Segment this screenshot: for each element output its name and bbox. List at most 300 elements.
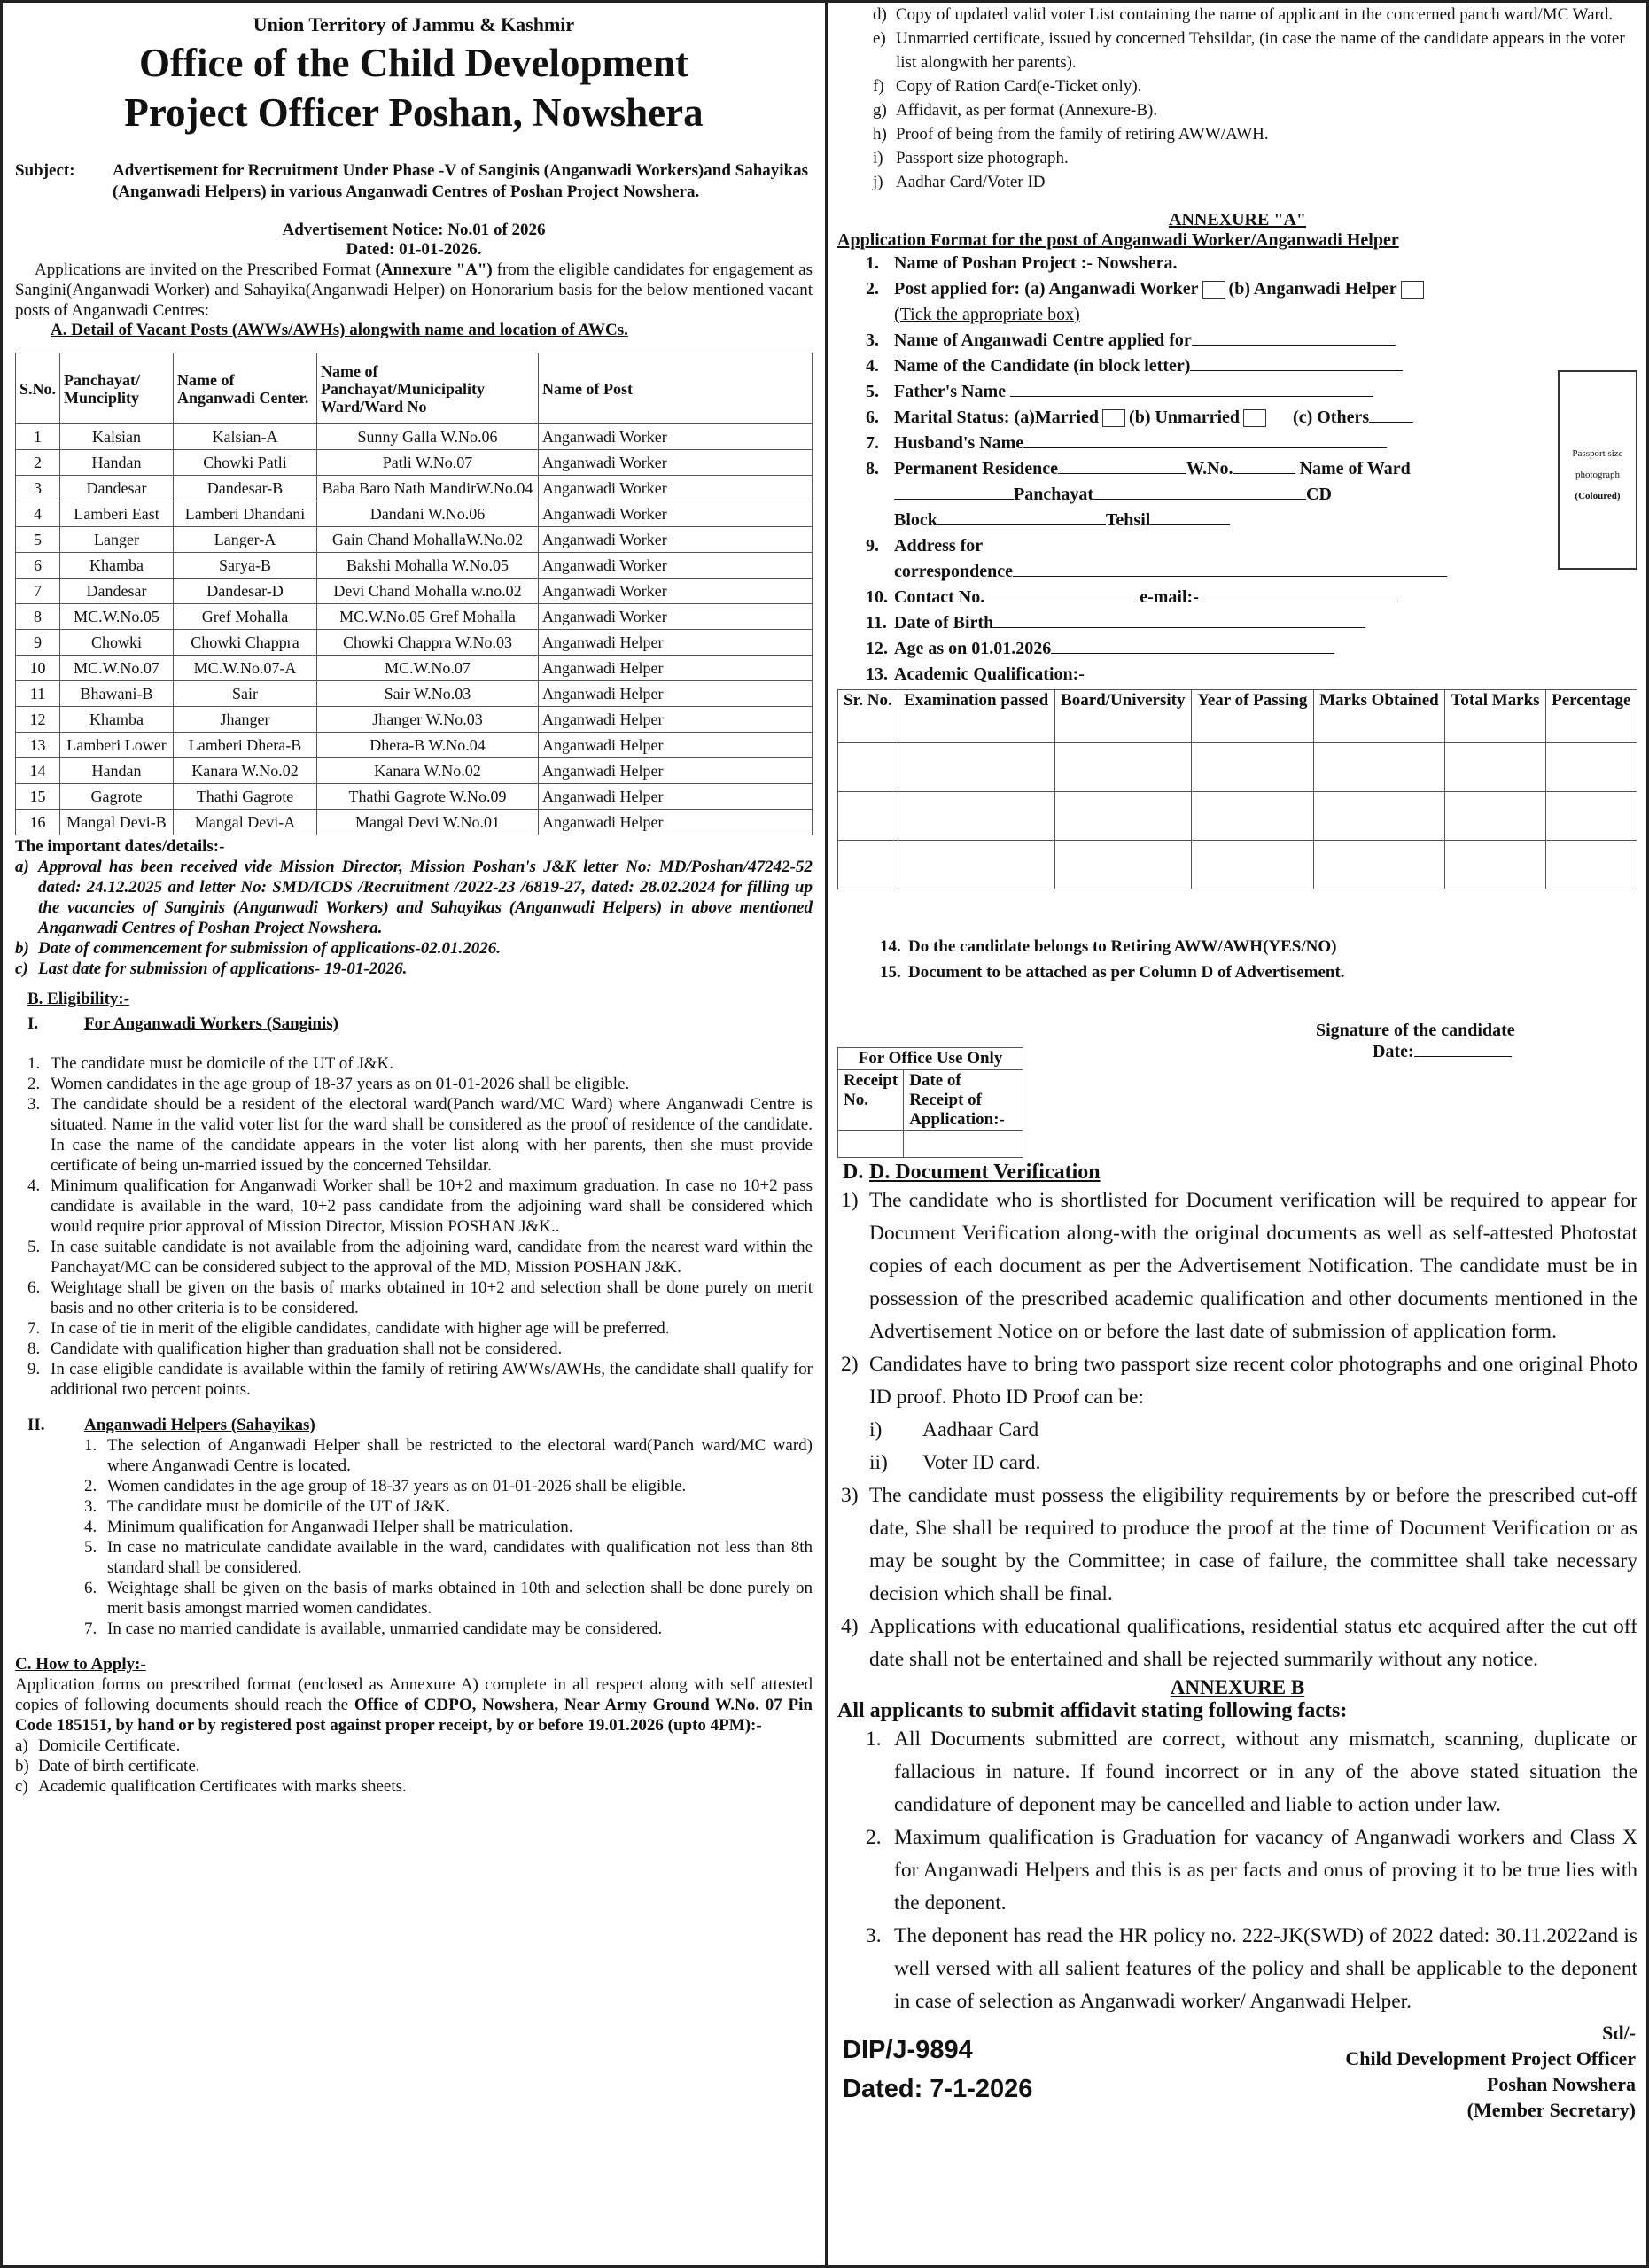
list-text: Weightage shall be given on the basis of marks obtained in 10th and selection shall be done purely on merit basis amongst married women candidates.	[107, 1579, 813, 1618]
verification-item	[841, 1184, 1637, 1348]
table-row	[16, 450, 813, 476]
intro-text: Applications are invited on the Prescribed Format	[35, 260, 376, 279]
vacancy-header: Name of Panchayat/Municipality Ward/Ward No	[317, 353, 539, 424]
table-cell: Patli W.No.07	[317, 450, 539, 476]
list-number: 6.	[27, 1278, 41, 1297]
list-number: j)	[873, 173, 883, 191]
important-date-item	[15, 959, 813, 979]
form-field-8-block	[866, 508, 1637, 533]
field-label: Father's Name	[894, 382, 1007, 401]
table-cell: 3	[16, 476, 60, 501]
affidavit-item	[866, 1723, 1637, 1821]
table-cell[interactable]	[1314, 841, 1445, 889]
block-blank[interactable]	[937, 509, 1106, 525]
table-row	[16, 733, 813, 758]
eligibility-item	[27, 1278, 813, 1318]
table-cell[interactable]	[1055, 841, 1192, 889]
list-number: 2)	[841, 1353, 859, 1376]
table-cell: Anganwadi Worker	[539, 553, 813, 579]
table-cell: Khamba	[60, 707, 174, 733]
annexure-b-list	[837, 1723, 1637, 2018]
table-cell: Sunny Galla W.No.06	[317, 424, 539, 450]
table-cell: Kalsian	[60, 424, 174, 450]
form-field-7: 7. Husband's Name	[866, 431, 1637, 456]
table-cell: 2	[16, 450, 60, 476]
table-cell: MC.W.No.07	[60, 656, 174, 681]
list-number: 7.	[84, 1619, 97, 1638]
signature-date-label: Date:	[1373, 1042, 1414, 1061]
table-cell[interactable]	[1314, 792, 1445, 841]
table-row	[16, 604, 813, 630]
table-cell: Mangal Devi W.No.01	[317, 810, 539, 835]
form-field-14: 14. Do the candidate belongs to Retiring AWW/AWH(YES/NO)	[880, 937, 1337, 956]
list-text: The candidate should be a resident of the electoral ward(Panch ward/MC Ward) where Anganwadi Centre is situated. Name in the valid voter list for the ward shall be considered as the proof of residence of the candidate. In case the name of the candidate appears in the voter list along with her parents, then she must provide certificate of being un-married issued by the concerned Tehsildar.	[51, 1095, 813, 1175]
list-text: The candidate must be domicile of the UT of J&K.	[51, 1054, 393, 1073]
officer-office: Poshan Nowshera	[1486, 2073, 1636, 2095]
form-field-2: 2. Post applied for: (a) Anganwadi Worker (b) Anganwadi Helper	[866, 276, 1637, 302]
list-number: g)	[873, 101, 887, 120]
ward-no-blank[interactable]	[1233, 458, 1295, 474]
qualification-header: Marks Obtained	[1314, 690, 1445, 743]
list-text: Last date for submission of applications- 19-01-2026.	[38, 959, 408, 978]
list-number: 3.	[27, 1095, 41, 1114]
eligibility-item	[84, 1517, 813, 1537]
tick-note: (Tick the appropriate box)	[894, 305, 1080, 324]
list-text: The selection of Anganwadi Helper shall be restricted to the electoral ward(Panch ward/MC ward) where Anganwadi Centre is located.	[107, 1436, 813, 1475]
workers-heading-number: I.	[27, 1014, 39, 1033]
form-field-9-cont	[866, 559, 1637, 585]
list-text: In case suitable candidate is not available from the adjoining ward, candidate from the nearest ward within the Panchayat/MC can be considered subject to the approval of the MD, Mission POSHAN J&K.	[51, 1238, 813, 1277]
others-blank[interactable]	[1369, 407, 1413, 423]
table-cell: 14	[16, 758, 60, 784]
table-cell[interactable]	[1546, 792, 1637, 841]
table-cell[interactable]	[898, 743, 1055, 792]
eligibility-item	[27, 1094, 813, 1176]
table-cell: Lamberi East	[60, 501, 174, 527]
table-row	[16, 476, 813, 501]
field-label: e-mail:-	[1140, 587, 1199, 607]
centre-blank[interactable]	[1192, 330, 1396, 346]
table-row	[16, 707, 813, 733]
id-proof-item	[869, 1447, 1637, 1480]
list-number: f)	[873, 77, 884, 96]
table-cell[interactable]	[838, 743, 898, 792]
list-text: Voter ID card.	[922, 1451, 1041, 1474]
list-text: Minimum qualification for Anganwadi Helper shall be matriculation.	[107, 1518, 573, 1536]
list-number: 2.	[866, 1826, 882, 1849]
table-cell[interactable]	[1546, 743, 1637, 792]
age-blank[interactable]	[1051, 638, 1334, 654]
list-text: Domicile Certificate.	[38, 1736, 181, 1755]
table-cell: Devi Chand Mohalla w.no.02	[317, 579, 539, 604]
table-cell: Chowki Chappra	[174, 630, 317, 656]
table-row	[16, 656, 813, 681]
list-number: 5.	[84, 1538, 97, 1557]
helpers-heading	[15, 1416, 813, 1435]
ut-heading: Union Territory of Jammu & Kashmir	[253, 13, 575, 35]
field-label: Name of the Candidate (in block letter)	[894, 356, 1191, 376]
vacancy-header: S.No.	[16, 353, 60, 424]
table-cell[interactable]	[1192, 743, 1314, 792]
unmarried-checkbox[interactable]	[1243, 409, 1266, 427]
field-label: Marital Status: (a)Married	[894, 408, 1100, 427]
annexure-a-subheading: Application Format for the post of Anganwadi Worker/Anganwadi Helper	[837, 230, 1399, 250]
eligibility-item	[27, 1176, 813, 1237]
dob-blank[interactable]	[993, 612, 1365, 628]
eligibility-item	[84, 1578, 813, 1619]
footer	[837, 2020, 1637, 2126]
table-cell: Langer-A	[174, 527, 317, 553]
intro-text-rest: from the eligible candidates for engagement as Sangini(Anganwadi Worker) and Sahayika(Anganwadi Helper) on Honorarium basis for the below mentioned vacant posts of Anganwadi Centres:	[15, 260, 813, 320]
table-cell: Anganwadi Helper	[539, 733, 813, 758]
field-label: (b) Unmarried	[1129, 408, 1241, 427]
helpers-heading-text: Anganwadi Helpers (Sahayikas)	[84, 1416, 315, 1434]
signature-block	[1316, 1021, 1515, 1062]
table-cell: Anganwadi Worker	[539, 450, 813, 476]
field-label: correspondence	[894, 562, 1014, 581]
table-cell: Jhanger	[174, 707, 317, 733]
table-cell[interactable]	[898, 841, 1055, 889]
verification-body	[869, 1480, 1637, 1611]
married-checkbox[interactable]	[1102, 409, 1125, 427]
annexure-b-heading: ANNEXURE B	[1170, 1676, 1305, 1698]
table-cell: Langer	[60, 527, 174, 553]
table-row	[16, 784, 813, 810]
field-label: Post applied for: (a) Anganwadi Worker	[894, 279, 1199, 299]
table-cell[interactable]	[1445, 743, 1546, 792]
list-text: In case no matriculate candidate available in the ward, candidates with qualification not less than 8th standard shall be considered.	[107, 1538, 813, 1577]
eligibility-item	[84, 1496, 813, 1517]
form-field-4: 4. Name of the Candidate (in block letter)	[866, 353, 1637, 379]
field-label: W.No.	[1186, 459, 1233, 478]
important-date-item	[15, 938, 813, 959]
table-cell: Anganwadi Helper	[539, 656, 813, 681]
eligibility-item	[27, 1053, 813, 1074]
photo-placeholder	[1558, 370, 1637, 570]
intro-paragraph	[15, 260, 813, 321]
list-number: e)	[873, 29, 886, 48]
table-cell: 8	[16, 604, 60, 630]
table-cell: Anganwadi Helper	[539, 681, 813, 707]
list-number: b)	[15, 939, 29, 958]
document-item	[873, 122, 1637, 146]
list-text: Date of commencement for submission of applications-02.01.2026.	[38, 939, 501, 958]
verification-body	[869, 1184, 1637, 1348]
list-text: The candidate must possess the eligibility requirements by or before the prescribed cut-off date, She shall be required to produce the proof at the time of Document Verification or as may be sought by the Committee; in case of failure, the committee shall take necessary decision which shall be final.	[869, 1484, 1637, 1605]
table-cell: Kanara W.No.02	[317, 758, 539, 784]
document-item	[873, 27, 1637, 74]
signature-date-blank[interactable]	[1414, 1041, 1512, 1057]
receipt-no-label: Receipt No.	[838, 1070, 904, 1131]
officer-designation: Child Development Project Officer	[1345, 2047, 1636, 2070]
qualification-header: Percentage	[1546, 690, 1637, 743]
list-text: The deponent has read the HR policy no. 222-JK(SWD) of 2022 dated: 30.11.2022and is well versed with all salient features of the policy and shall be applicable to the deponent in case of selection as Anganwadi worker/ Anganwadi Helper.	[894, 1924, 1637, 2013]
eligibility-item	[84, 1476, 813, 1496]
document-item	[873, 170, 1637, 194]
table-cell: Chowki Chappra W.No.03	[317, 630, 539, 656]
receipt-no-cell[interactable]	[838, 1131, 904, 1158]
doc-verification-heading: D. D. Document Verification	[843, 1161, 1101, 1184]
list-number: 8.	[27, 1340, 41, 1358]
field-label: CD	[1306, 485, 1332, 504]
contact-blank[interactable]	[984, 586, 1135, 602]
table-cell: Lamberi Dhandani	[174, 501, 317, 527]
table-cell: Anganwadi Helper	[539, 758, 813, 784]
table-cell[interactable]	[1546, 841, 1637, 889]
form-field-6: 6. Marital Status: (a)Married (b) Unmarried (c) Others	[866, 405, 1637, 431]
form-fields-14-15	[837, 934, 1637, 985]
list-text: Date of birth certificate.	[38, 1757, 200, 1775]
table-cell: Anganwadi Helper	[539, 784, 813, 810]
document-item	[15, 1736, 813, 1756]
vacancy-table	[15, 353, 813, 835]
list-text: The candidate who is shortlisted for Document verification will be required to appear for Document Verification along-with the original documents as well as self-attested Photostat copies of each document as per the Advertisement Notification. The candidate must be in possession of the prescribed academic qualification and other documents mentioned in the Advertisement Notice on or before the last date of submission of application form.	[869, 1189, 1637, 1343]
documents-list-part1	[15, 1736, 813, 1797]
signature-label: Signature of the candidate	[1316, 1021, 1515, 1040]
field-label: Do the candidate belongs to Retiring AWW/AWH(YES/NO)	[908, 937, 1337, 956]
section-a-heading: A. Detail of Vacant Posts (AWWs/AWHs) alongwith name and location of AWCs.	[51, 321, 628, 339]
form-field-11: 11. Date of Birth	[866, 610, 1637, 636]
table-cell: Dandesar	[60, 476, 174, 501]
table-cell: 9	[16, 630, 60, 656]
important-date-item	[15, 857, 813, 938]
table-cell: MC.W.No.05	[60, 604, 174, 630]
table-cell: Mangal Devi-A	[174, 810, 317, 835]
table-cell[interactable]	[838, 792, 898, 841]
table-cell: Gagrote	[60, 784, 174, 810]
list-text: Weightage shall be given on the basis of marks obtained in 10+2 and selection shall be done purely on merit basis and no other criteria is to be considered.	[51, 1278, 813, 1317]
residence-blank[interactable]	[1058, 458, 1186, 474]
eligibility-item	[84, 1435, 813, 1476]
table-cell: Bhawani-B	[60, 681, 174, 707]
tehsil-blank[interactable]	[1150, 509, 1230, 525]
office-title-line2: Project Officer Poshan, Nowshera	[124, 90, 704, 135]
table-row	[16, 553, 813, 579]
list-number: 6.	[84, 1579, 97, 1597]
receipt-date-cell[interactable]	[904, 1131, 1023, 1158]
table-cell[interactable]	[1445, 841, 1546, 889]
list-number: 4)	[841, 1615, 859, 1638]
sd-mark: Sd/-	[1602, 2022, 1636, 2044]
list-number: 1.	[866, 1728, 882, 1751]
table-cell[interactable]	[1314, 743, 1445, 792]
form-field-13: 13. Academic Qualification:-	[866, 664, 1085, 684]
verification-item	[841, 1348, 1637, 1480]
subject-text: Advertisement for Recruitment Under Phase -V of Sanginis (Anganwadi Workers)and Sahayikas (Anganwadi Helpers) in various Anganwadi Centres of Poshan Project Nowshera.	[113, 161, 809, 201]
photo-label-1: Passport size	[1572, 448, 1623, 459]
document-item	[873, 146, 1637, 170]
list-text: Women candidates in the age group of 18-37 years as on 01-01-2026 shall be eligible.	[107, 1477, 687, 1495]
document-item	[15, 1776, 813, 1797]
table-cell[interactable]	[838, 841, 898, 889]
table-cell: MC.W.No.07-A	[174, 656, 317, 681]
table-cell: 15	[16, 784, 60, 810]
list-number: 5.	[27, 1238, 41, 1256]
qualification-header: Total Marks	[1445, 690, 1546, 743]
table-cell: Gref Mohalla	[174, 604, 317, 630]
table-cell: Mangal Devi-B	[60, 810, 174, 835]
list-text: Unmarried certificate, issued by concerned Tehsildar, (in case the name of the candidate appears in the voter list alongwith her parents).	[896, 29, 1625, 72]
list-text: In case eligible candidate is available within the family of retiring AWWs/AWHs, the candidate shall qualify for additional two percent points.	[51, 1360, 813, 1399]
list-number: 3)	[841, 1484, 859, 1507]
table-row	[16, 501, 813, 527]
table-cell: Dandani W.No.06	[317, 501, 539, 527]
panchayat-blank[interactable]	[1093, 484, 1306, 500]
dip-number: DIP/J-9894	[843, 2036, 973, 2064]
list-text: Copy of updated valid voter List containing the name of applicant in the concerned panch ward/MC Ward.	[896, 5, 1614, 24]
form-field-1: 1. Name of Poshan Project :- Nowshera.	[866, 253, 1178, 273]
list-text: Copy of Ration Card(e-Ticket only).	[896, 77, 1142, 96]
table-cell[interactable]	[1055, 743, 1192, 792]
table-cell: Chowki Patli	[174, 450, 317, 476]
list-text: The candidate must be domicile of the UT of J&K.	[107, 1497, 450, 1516]
academic-qualification-table	[837, 689, 1637, 889]
list-text: Proof of being from the family of retiring AWW/AWH.	[896, 125, 1269, 144]
email-blank[interactable]	[1203, 586, 1398, 602]
father-name-blank[interactable]	[1010, 381, 1373, 397]
table-cell[interactable]	[1192, 792, 1314, 841]
list-number: 3.	[84, 1497, 97, 1516]
form-field-8-cont	[866, 482, 1637, 508]
table-cell: Anganwadi Worker	[539, 424, 813, 450]
form-field-9: 9. Address for	[866, 536, 984, 555]
field-label: Name of Poshan Project :- Nowshera.	[894, 253, 1178, 273]
worker-checkbox[interactable]	[1202, 281, 1225, 299]
eligibility-heading: B. Eligibility:-	[27, 990, 130, 1008]
dip-date: Dated: 7-1-2026	[843, 2075, 1033, 2103]
eligibility-item	[84, 1537, 813, 1578]
eligibility-item	[27, 1339, 813, 1359]
list-text: Approval has been received vide Mission Director, Mission Poshan's J&K letter No: MD/Poshan/47242-52 dated: 24.12.2025 and letter No: SMD/ICDS /Recruitment /2022-23 /6819-27, dated: 28.02.2024 for filling up the vacancies of Sanginis (Anganwadi Workers) and Sahayikas (Anganwadi Helpers) in above mentioned Anganwadi Centres of Poshan Project Nowshera.	[38, 858, 813, 937]
table-cell: Kanara W.No.02	[174, 758, 317, 784]
field-label: Age as on 01.01.2026	[894, 639, 1052, 658]
table-cell: 4	[16, 501, 60, 527]
list-number: 4.	[27, 1177, 41, 1195]
list-text: Passport size photograph.	[896, 149, 1069, 167]
list-number: 7.	[27, 1319, 41, 1338]
table-cell: Kalsian-A	[174, 424, 317, 450]
field-label: (c) Others	[1293, 408, 1370, 427]
address-blank[interactable]	[1013, 561, 1447, 577]
annexure-b-intro: All applicants to submit affidavit stating following facts:	[837, 1699, 1348, 1722]
photo-label-3: (Coloured)	[1575, 491, 1621, 501]
list-number: a)	[15, 1736, 28, 1755]
list-number: 1.	[84, 1436, 97, 1455]
field-label: Permanent Residence	[894, 459, 1058, 478]
workers-eligibility-list	[15, 1053, 813, 1400]
table-cell: Sair	[174, 681, 317, 707]
subject-label: Subject:	[15, 161, 75, 180]
officer-signature	[1345, 2020, 1636, 2123]
form-field-12: 12. Age as on 01.01.2026	[866, 636, 1637, 662]
table-cell: Anganwadi Worker	[539, 501, 813, 527]
office-title-line1: Office of the Child Development	[139, 41, 688, 85]
how-to-apply-text	[15, 1674, 813, 1736]
list-text: Minimum qualification for Anganwadi Worker shall be 10+2 and maximum graduation. In case no 10+2 pass candidate is available in the ward, 10+2 pass candidate from the adjoining ward shall be considered which would require prior approval of Mission Director, Mission POSHAN J&K..	[51, 1177, 813, 1236]
list-text: In case no married candidate is available, unmarried candidate may be considered.	[107, 1619, 663, 1638]
list-text: Applications with educational qualifications, residential status etc acquired after the cut off date shall not be entertained and shall be rejected summarily without any notice.	[869, 1615, 1637, 1671]
table-cell[interactable]	[1192, 841, 1314, 889]
helper-checkbox[interactable]	[1401, 281, 1424, 299]
table-cell: Anganwadi Worker	[539, 476, 813, 501]
list-text: Aadhar Card/Voter ID	[896, 173, 1046, 191]
table-cell: 10	[16, 656, 60, 681]
table-cell: Lamberi Dhera-B	[174, 733, 317, 758]
table-row	[16, 527, 813, 553]
field-label: (b) Anganwadi Helper	[1228, 279, 1397, 299]
form-field-3: 3. Name of Anganwadi Centre applied for	[866, 328, 1637, 353]
list-text: Women candidates in the age group of 18-37 years as on 01-01-2026 shall be eligible.	[51, 1075, 630, 1093]
table-cell: Lamberi Lower	[60, 733, 174, 758]
eligibility-item	[84, 1619, 813, 1639]
table-cell: Anganwadi Worker	[539, 527, 813, 553]
workers-heading	[15, 1014, 813, 1034]
table-cell: MC.W.No.05 Gref Mohalla	[317, 604, 539, 630]
list-number: 4.	[84, 1518, 97, 1536]
table-cell: Anganwadi Helper	[539, 630, 813, 656]
table-row	[16, 579, 813, 604]
office-use-table	[837, 1047, 1023, 1158]
form-field-15: 15. Document to be attached as per Column D of Advertisement.	[880, 963, 1345, 982]
list-number: 9.	[27, 1360, 41, 1379]
field-label: Address for	[894, 536, 984, 555]
husband-name-blank[interactable]	[1023, 432, 1387, 448]
list-text: Candidates have to bring two passport size recent color photographs and one original Photo ID proof. Photo ID Proof can be:	[869, 1353, 1637, 1409]
form-field-10: 10. Contact No. e-mail:-	[866, 585, 1637, 610]
table-cell[interactable]	[1055, 792, 1192, 841]
candidate-name-blank[interactable]	[1190, 355, 1403, 371]
annexure-a-heading: ANNEXURE "A"	[1169, 210, 1306, 229]
field-label: Academic Qualification:-	[894, 664, 1085, 684]
officer-role: (Member Secretary)	[1466, 2099, 1636, 2121]
ward-name-blank[interactable]	[894, 484, 1014, 500]
notice-date: Dated: 01-01-2026.	[346, 240, 482, 259]
document-item	[15, 1756, 813, 1776]
table-cell: 16	[16, 810, 60, 835]
table-cell: Dhera-B W.No.04	[317, 733, 539, 758]
field-label: Document to be attached as per Column D of Advertisement.	[908, 963, 1345, 982]
list-number: ii)	[869, 1451, 888, 1474]
verification-item	[841, 1611, 1637, 1676]
table-cell: 5	[16, 527, 60, 553]
field-label: Date of Birth	[894, 613, 994, 633]
table-cell: Jhanger W.No.03	[317, 707, 539, 733]
table-row	[16, 810, 813, 835]
important-dates-heading: The important dates/details:-	[15, 837, 225, 856]
table-cell: MC.W.No.07	[317, 656, 539, 681]
office-signature-area	[837, 1021, 1637, 1153]
table-cell: Sair W.No.03	[317, 681, 539, 707]
qualification-header: Examination passed	[898, 690, 1055, 743]
list-number: 2.	[27, 1075, 41, 1093]
qualification-header: Sr. No.	[838, 690, 898, 743]
field-label: Name of Anganwadi Centre applied for	[894, 330, 1192, 350]
list-number: c)	[15, 1777, 28, 1796]
right-column	[826, 0, 1649, 2268]
table-cell: Anganwadi Helper	[539, 810, 813, 835]
table-cell[interactable]	[898, 792, 1055, 841]
document-item	[873, 74, 1637, 98]
table-row	[16, 424, 813, 450]
verification-body	[869, 1611, 1637, 1676]
table-cell[interactable]	[1445, 792, 1546, 841]
form-field-5: 5. Father's Name	[866, 379, 1637, 405]
table-cell: Dandesar-B	[174, 476, 317, 501]
table-cell: 13	[16, 733, 60, 758]
table-cell: 1	[16, 424, 60, 450]
list-number: 3.	[866, 1924, 882, 1947]
application-form	[837, 251, 1637, 687]
